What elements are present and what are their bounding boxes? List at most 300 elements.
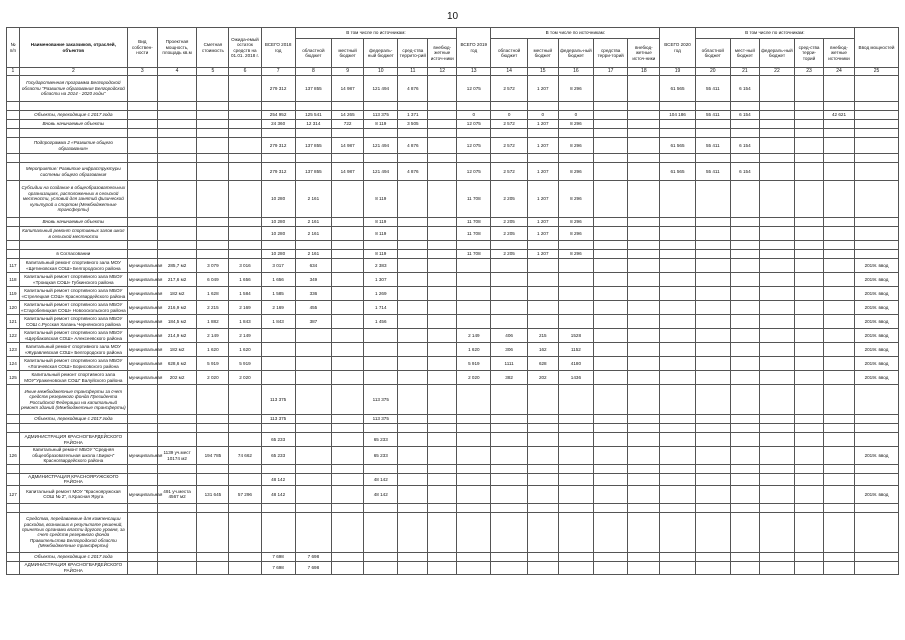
value-cell: [491, 465, 527, 474]
section-row: [7, 218, 899, 227]
value-cell: [157, 138, 197, 154]
value-cell: [157, 154, 197, 163]
value-cell: [594, 250, 628, 259]
value-cell: [332, 474, 364, 486]
value-cell: [795, 385, 824, 415]
value-cell: [823, 433, 854, 447]
value-cell: 2 161: [295, 250, 331, 259]
value-cell: [695, 129, 730, 138]
value-cell: [364, 329, 398, 343]
value-cell: 382: [491, 371, 527, 385]
value-cell: [823, 315, 854, 329]
row-name-cell: [19, 465, 127, 474]
value-cell: [594, 102, 628, 111]
value-cell: 8 119: [364, 227, 398, 241]
value-cell: 1 656: [229, 273, 261, 287]
value-cell: [695, 227, 730, 241]
value-cell: [197, 561, 229, 574]
value-cell: [295, 329, 331, 343]
header-sub-2019: средства терри-торий: [594, 39, 628, 68]
value-cell: [759, 138, 794, 154]
value-cell: [730, 433, 759, 447]
value-cell: 113 375: [364, 385, 398, 415]
value-cell: 2 572: [491, 120, 527, 129]
value-cell: 2 383: [364, 259, 398, 273]
value-cell: [428, 485, 457, 503]
value-cell: [594, 218, 628, 227]
object-row: [7, 301, 899, 315]
value-cell: 306: [491, 343, 527, 357]
value-cell: 1 371: [398, 111, 428, 120]
value-cell: [229, 76, 261, 102]
ownership-cell: [127, 102, 157, 111]
value-cell: 74 662: [229, 447, 261, 465]
value-cell: 1 307: [364, 273, 398, 287]
value-cell: [660, 129, 695, 138]
value-cell: [660, 102, 695, 111]
value-cell: [157, 552, 197, 561]
value-cell: [491, 512, 527, 552]
capacity-input-cell: [855, 250, 899, 259]
spacer-row: [7, 102, 899, 111]
value-cell: [695, 329, 730, 343]
value-cell: [795, 474, 824, 486]
value-cell: [594, 287, 628, 301]
value-cell: [823, 552, 854, 561]
object-row: [7, 329, 899, 343]
value-cell: 1111: [491, 357, 527, 371]
value-cell: 65 233: [261, 447, 295, 465]
value-cell: [261, 129, 295, 138]
value-cell: [730, 273, 759, 287]
value-cell: 5 919: [457, 357, 491, 371]
row-name-cell: Иные межбюджетные трансферты за счет средств резервного фонда Президента Российской Федерации на капитальный ремонт зданий (Межбюджетные трансферты): [19, 385, 127, 415]
ownership-cell: муниципальная: [127, 301, 157, 315]
value-cell: [364, 241, 398, 250]
value-cell: [695, 424, 730, 433]
value-cell: [197, 120, 229, 129]
value-cell: [428, 273, 457, 287]
value-cell: [795, 415, 824, 424]
value-cell: [660, 512, 695, 552]
value-cell: [759, 76, 794, 102]
value-cell: [594, 138, 628, 154]
value-cell: [364, 465, 398, 474]
row-name-cell: Капитальный ремонт спортивного зала МБОУ «Троицкая СОШ» Губкинского района: [19, 273, 127, 287]
row-number-cell: 124: [7, 357, 20, 371]
header-sub-2019: областной бюджет: [491, 39, 527, 68]
value-cell: [229, 154, 261, 163]
value-cell: [759, 287, 794, 301]
value-cell: [594, 273, 628, 287]
value-cell: [491, 561, 527, 574]
value-cell: [795, 154, 824, 163]
value-cell: [229, 415, 261, 424]
value-cell: [197, 552, 229, 561]
value-cell: 1139 уч.мест 10174 м2: [157, 447, 197, 465]
value-cell: [398, 503, 428, 512]
value-cell: [197, 138, 229, 154]
row-name-cell: Подпрограмма 2 «Развитие общего образования»: [19, 138, 127, 154]
value-cell: 2 215: [197, 301, 229, 315]
column-index-cell: 12: [428, 68, 457, 76]
column-index-cell: 14: [491, 68, 527, 76]
header-total-2018: ВСЕГО 2018 год: [261, 28, 295, 68]
value-cell: [558, 259, 593, 273]
value-cell: [795, 218, 824, 227]
value-cell: [594, 163, 628, 181]
value-cell: [823, 76, 854, 102]
header-sub-2018: внебюд-жетные источ-ники: [428, 39, 457, 68]
row-name-cell: Объекты, переходящие с 2017 года: [19, 552, 127, 561]
ownership-cell: [127, 250, 157, 259]
value-cell: [527, 287, 558, 301]
value-cell: 55 411: [695, 163, 730, 181]
value-cell: [594, 76, 628, 102]
capacity-input-cell: [855, 512, 899, 552]
object-row: [7, 259, 899, 273]
value-cell: [594, 474, 628, 486]
value-cell: 6 154: [730, 111, 759, 120]
value-cell: [594, 371, 628, 385]
value-cell: 14 987: [332, 163, 364, 181]
value-cell: [628, 273, 660, 287]
value-cell: [558, 102, 593, 111]
header-capacity: Проектная мощность, площадь кв.м: [157, 28, 197, 68]
value-cell: [332, 415, 364, 424]
value-cell: [491, 415, 527, 424]
value-cell: [628, 315, 660, 329]
value-cell: 1 585: [261, 287, 295, 301]
value-cell: [527, 433, 558, 447]
value-cell: [332, 503, 364, 512]
value-cell: [428, 154, 457, 163]
capacity-input-cell: [855, 76, 899, 102]
value-cell: [558, 287, 593, 301]
value-cell: [398, 329, 428, 343]
value-cell: [759, 447, 794, 465]
capacity-input-cell: 2019г. ввод: [855, 273, 899, 287]
value-cell: [660, 227, 695, 241]
value-cell: [398, 447, 428, 465]
header-sub-2019: местный бюджет: [527, 39, 558, 68]
section-row: [7, 111, 899, 120]
value-cell: [157, 503, 197, 512]
ownership-cell: [127, 76, 157, 102]
capacity-input-cell: [855, 181, 899, 218]
value-cell: [157, 415, 197, 424]
value-cell: [364, 561, 398, 574]
value-cell: [197, 385, 229, 415]
value-cell: 8 296: [558, 138, 593, 154]
value-cell: [332, 329, 364, 343]
value-cell: 1436: [558, 371, 593, 385]
section-row: [7, 227, 899, 241]
value-cell: 8 119: [364, 250, 398, 259]
value-cell: [594, 111, 628, 120]
header-capacity-input: Ввод мощностей: [855, 28, 899, 68]
value-cell: 215: [527, 329, 558, 343]
value-cell: [428, 76, 457, 102]
value-cell: 8 296: [558, 76, 593, 102]
value-cell: [332, 465, 364, 474]
value-cell: 1 843: [261, 315, 295, 329]
row-name-cell: [19, 241, 127, 250]
value-cell: [695, 181, 730, 218]
value-cell: [695, 465, 730, 474]
value-cell: [457, 447, 491, 465]
value-cell: [759, 120, 794, 129]
value-cell: 1 207: [527, 163, 558, 181]
object-row: [7, 315, 899, 329]
value-cell: [157, 250, 197, 259]
value-cell: [157, 129, 197, 138]
value-cell: 2 169: [261, 301, 295, 315]
capacity-input-cell: [855, 163, 899, 181]
value-cell: 3 505: [398, 120, 428, 129]
row-number-cell: [7, 512, 20, 552]
value-cell: [594, 154, 628, 163]
value-cell: [730, 218, 759, 227]
value-cell: [594, 329, 628, 343]
value-cell: [695, 415, 730, 424]
value-cell: [558, 273, 593, 287]
value-cell: [628, 424, 660, 433]
row-number-cell: [7, 433, 20, 447]
value-cell: [428, 503, 457, 512]
row-number-cell: 117: [7, 259, 20, 273]
value-cell: [491, 273, 527, 287]
value-cell: [457, 433, 491, 447]
value-cell: [364, 343, 398, 357]
value-cell: [527, 424, 558, 433]
value-cell: [457, 154, 491, 163]
value-cell: [823, 287, 854, 301]
value-cell: 2 572: [491, 76, 527, 102]
column-index-cell: 17: [594, 68, 628, 76]
value-cell: [157, 385, 197, 415]
header-sub-2019: внебюд-жетные источ-ники: [628, 39, 660, 68]
value-cell: [197, 102, 229, 111]
value-cell: [295, 512, 331, 552]
value-cell: 491 уч.места 4567 м2: [157, 485, 197, 503]
value-cell: [660, 485, 695, 503]
value-cell: [823, 561, 854, 574]
page-number: 10: [446, 11, 459, 22]
value-cell: [457, 273, 491, 287]
value-cell: [795, 120, 824, 129]
value-cell: [695, 474, 730, 486]
value-cell: [398, 424, 428, 433]
value-cell: [398, 241, 428, 250]
value-cell: 61 565: [660, 163, 695, 181]
row-name-cell: АДМИНИСТРАЦИЯ КРАСНОЯРУЖСКОГО РАЙОНА: [19, 474, 127, 486]
section-row: [7, 250, 899, 259]
value-cell: [730, 227, 759, 241]
value-cell: [695, 250, 730, 259]
value-cell: 8 296: [558, 163, 593, 181]
value-cell: 349: [295, 273, 331, 287]
row-name-cell: [19, 503, 127, 512]
value-cell: [398, 102, 428, 111]
value-cell: 216,9 м2: [157, 301, 197, 315]
row-number-cell: [7, 111, 20, 120]
value-cell: 1 269: [364, 287, 398, 301]
value-cell: [759, 111, 794, 120]
value-cell: [491, 503, 527, 512]
value-cell: [823, 485, 854, 503]
value-cell: [730, 343, 759, 357]
value-cell: [695, 433, 730, 447]
ownership-cell: муниципальная: [127, 357, 157, 371]
value-cell: [823, 343, 854, 357]
value-cell: [628, 447, 660, 465]
value-cell: [491, 129, 527, 138]
value-cell: 8 119: [364, 218, 398, 227]
value-cell: [332, 315, 364, 329]
value-cell: [823, 120, 854, 129]
value-cell: [398, 357, 428, 371]
spacer-row: [7, 129, 899, 138]
value-cell: [695, 287, 730, 301]
row-number-cell: [7, 154, 20, 163]
value-cell: 387: [295, 315, 331, 329]
value-cell: [795, 181, 824, 218]
value-cell: [628, 120, 660, 129]
value-cell: [295, 102, 331, 111]
value-cell: [594, 485, 628, 503]
value-cell: 7 698: [261, 561, 295, 574]
value-cell: [660, 273, 695, 287]
value-cell: 2 149: [197, 329, 229, 343]
value-cell: 131 645: [197, 485, 229, 503]
value-cell: [558, 385, 593, 415]
value-cell: [197, 474, 229, 486]
value-cell: [428, 512, 457, 552]
value-cell: [759, 315, 794, 329]
value-cell: 0: [558, 111, 593, 120]
value-cell: [197, 512, 229, 552]
value-cell: [823, 227, 854, 241]
column-index-cell: 22: [759, 68, 794, 76]
value-cell: [695, 485, 730, 503]
value-cell: 202: [527, 371, 558, 385]
value-cell: [695, 154, 730, 163]
value-cell: [398, 287, 428, 301]
value-cell: 113 375: [261, 415, 295, 424]
value-cell: [594, 301, 628, 315]
value-cell: 2 205: [491, 227, 527, 241]
value-cell: [660, 343, 695, 357]
header-group-2018: В том числе по источникам:: [295, 28, 456, 39]
column-index-cell: 23: [795, 68, 824, 76]
value-cell: [660, 561, 695, 574]
column-index-cell: 7: [261, 68, 295, 76]
value-cell: [730, 154, 759, 163]
value-cell: 1 207: [527, 138, 558, 154]
capacity-input-cell: [855, 424, 899, 433]
row-number-cell: [7, 250, 20, 259]
ownership-cell: [127, 424, 157, 433]
value-cell: [628, 343, 660, 357]
value-cell: [660, 503, 695, 512]
value-cell: [527, 503, 558, 512]
value-cell: [823, 163, 854, 181]
row-number-cell: 123: [7, 343, 20, 357]
value-cell: [730, 415, 759, 424]
value-cell: 121 494: [364, 138, 398, 154]
value-cell: [628, 474, 660, 486]
ownership-cell: муниципальная: [127, 371, 157, 385]
spacer-row: [7, 424, 899, 433]
row-number-cell: 125: [7, 371, 20, 385]
value-cell: [157, 512, 197, 552]
ownership-cell: муниципальная: [127, 447, 157, 465]
row-name-cell: АДМИНИСТРАЦИЯ КРАСНОГВАРДЕЙСКОГО РАЙОНА: [19, 561, 127, 574]
value-cell: 57 296: [229, 485, 261, 503]
value-cell: [457, 512, 491, 552]
value-cell: [157, 433, 197, 447]
value-cell: [229, 111, 261, 120]
value-cell: 137 855: [295, 138, 331, 154]
capacity-input-cell: [855, 102, 899, 111]
spacer-row: [7, 465, 899, 474]
value-cell: 10 280: [261, 227, 295, 241]
value-cell: [558, 301, 593, 315]
value-cell: [364, 512, 398, 552]
ownership-cell: муниципальная: [127, 259, 157, 273]
value-cell: [491, 241, 527, 250]
value-cell: [398, 129, 428, 138]
value-cell: 11 708: [457, 218, 491, 227]
value-cell: [295, 433, 331, 447]
header-sub-2018: областной бюджет: [295, 39, 331, 68]
value-cell: [795, 561, 824, 574]
value-cell: [295, 415, 331, 424]
value-cell: [823, 138, 854, 154]
value-cell: [229, 250, 261, 259]
value-cell: 1 620: [197, 343, 229, 357]
capacity-input-cell: 2019г. ввод: [855, 287, 899, 301]
value-cell: 2 020: [197, 371, 229, 385]
value-cell: [558, 241, 593, 250]
value-cell: [730, 250, 759, 259]
value-cell: [428, 129, 457, 138]
value-cell: [398, 218, 428, 227]
value-cell: [157, 76, 197, 102]
value-cell: [197, 227, 229, 241]
value-cell: 2 205: [491, 181, 527, 218]
value-cell: [157, 227, 197, 241]
value-cell: [628, 138, 660, 154]
value-cell: [695, 561, 730, 574]
section-row: [7, 512, 899, 552]
row-number-cell: [7, 163, 20, 181]
value-cell: [795, 512, 824, 552]
value-cell: 137 855: [295, 76, 331, 102]
value-cell: [759, 385, 794, 415]
value-cell: [628, 76, 660, 102]
value-cell: [428, 433, 457, 447]
value-cell: [730, 447, 759, 465]
value-cell: [491, 259, 527, 273]
value-cell: [295, 385, 331, 415]
value-cell: [332, 129, 364, 138]
value-cell: [558, 552, 593, 561]
value-cell: [261, 424, 295, 433]
ownership-cell: муниципальная: [127, 329, 157, 343]
value-cell: [527, 259, 558, 273]
